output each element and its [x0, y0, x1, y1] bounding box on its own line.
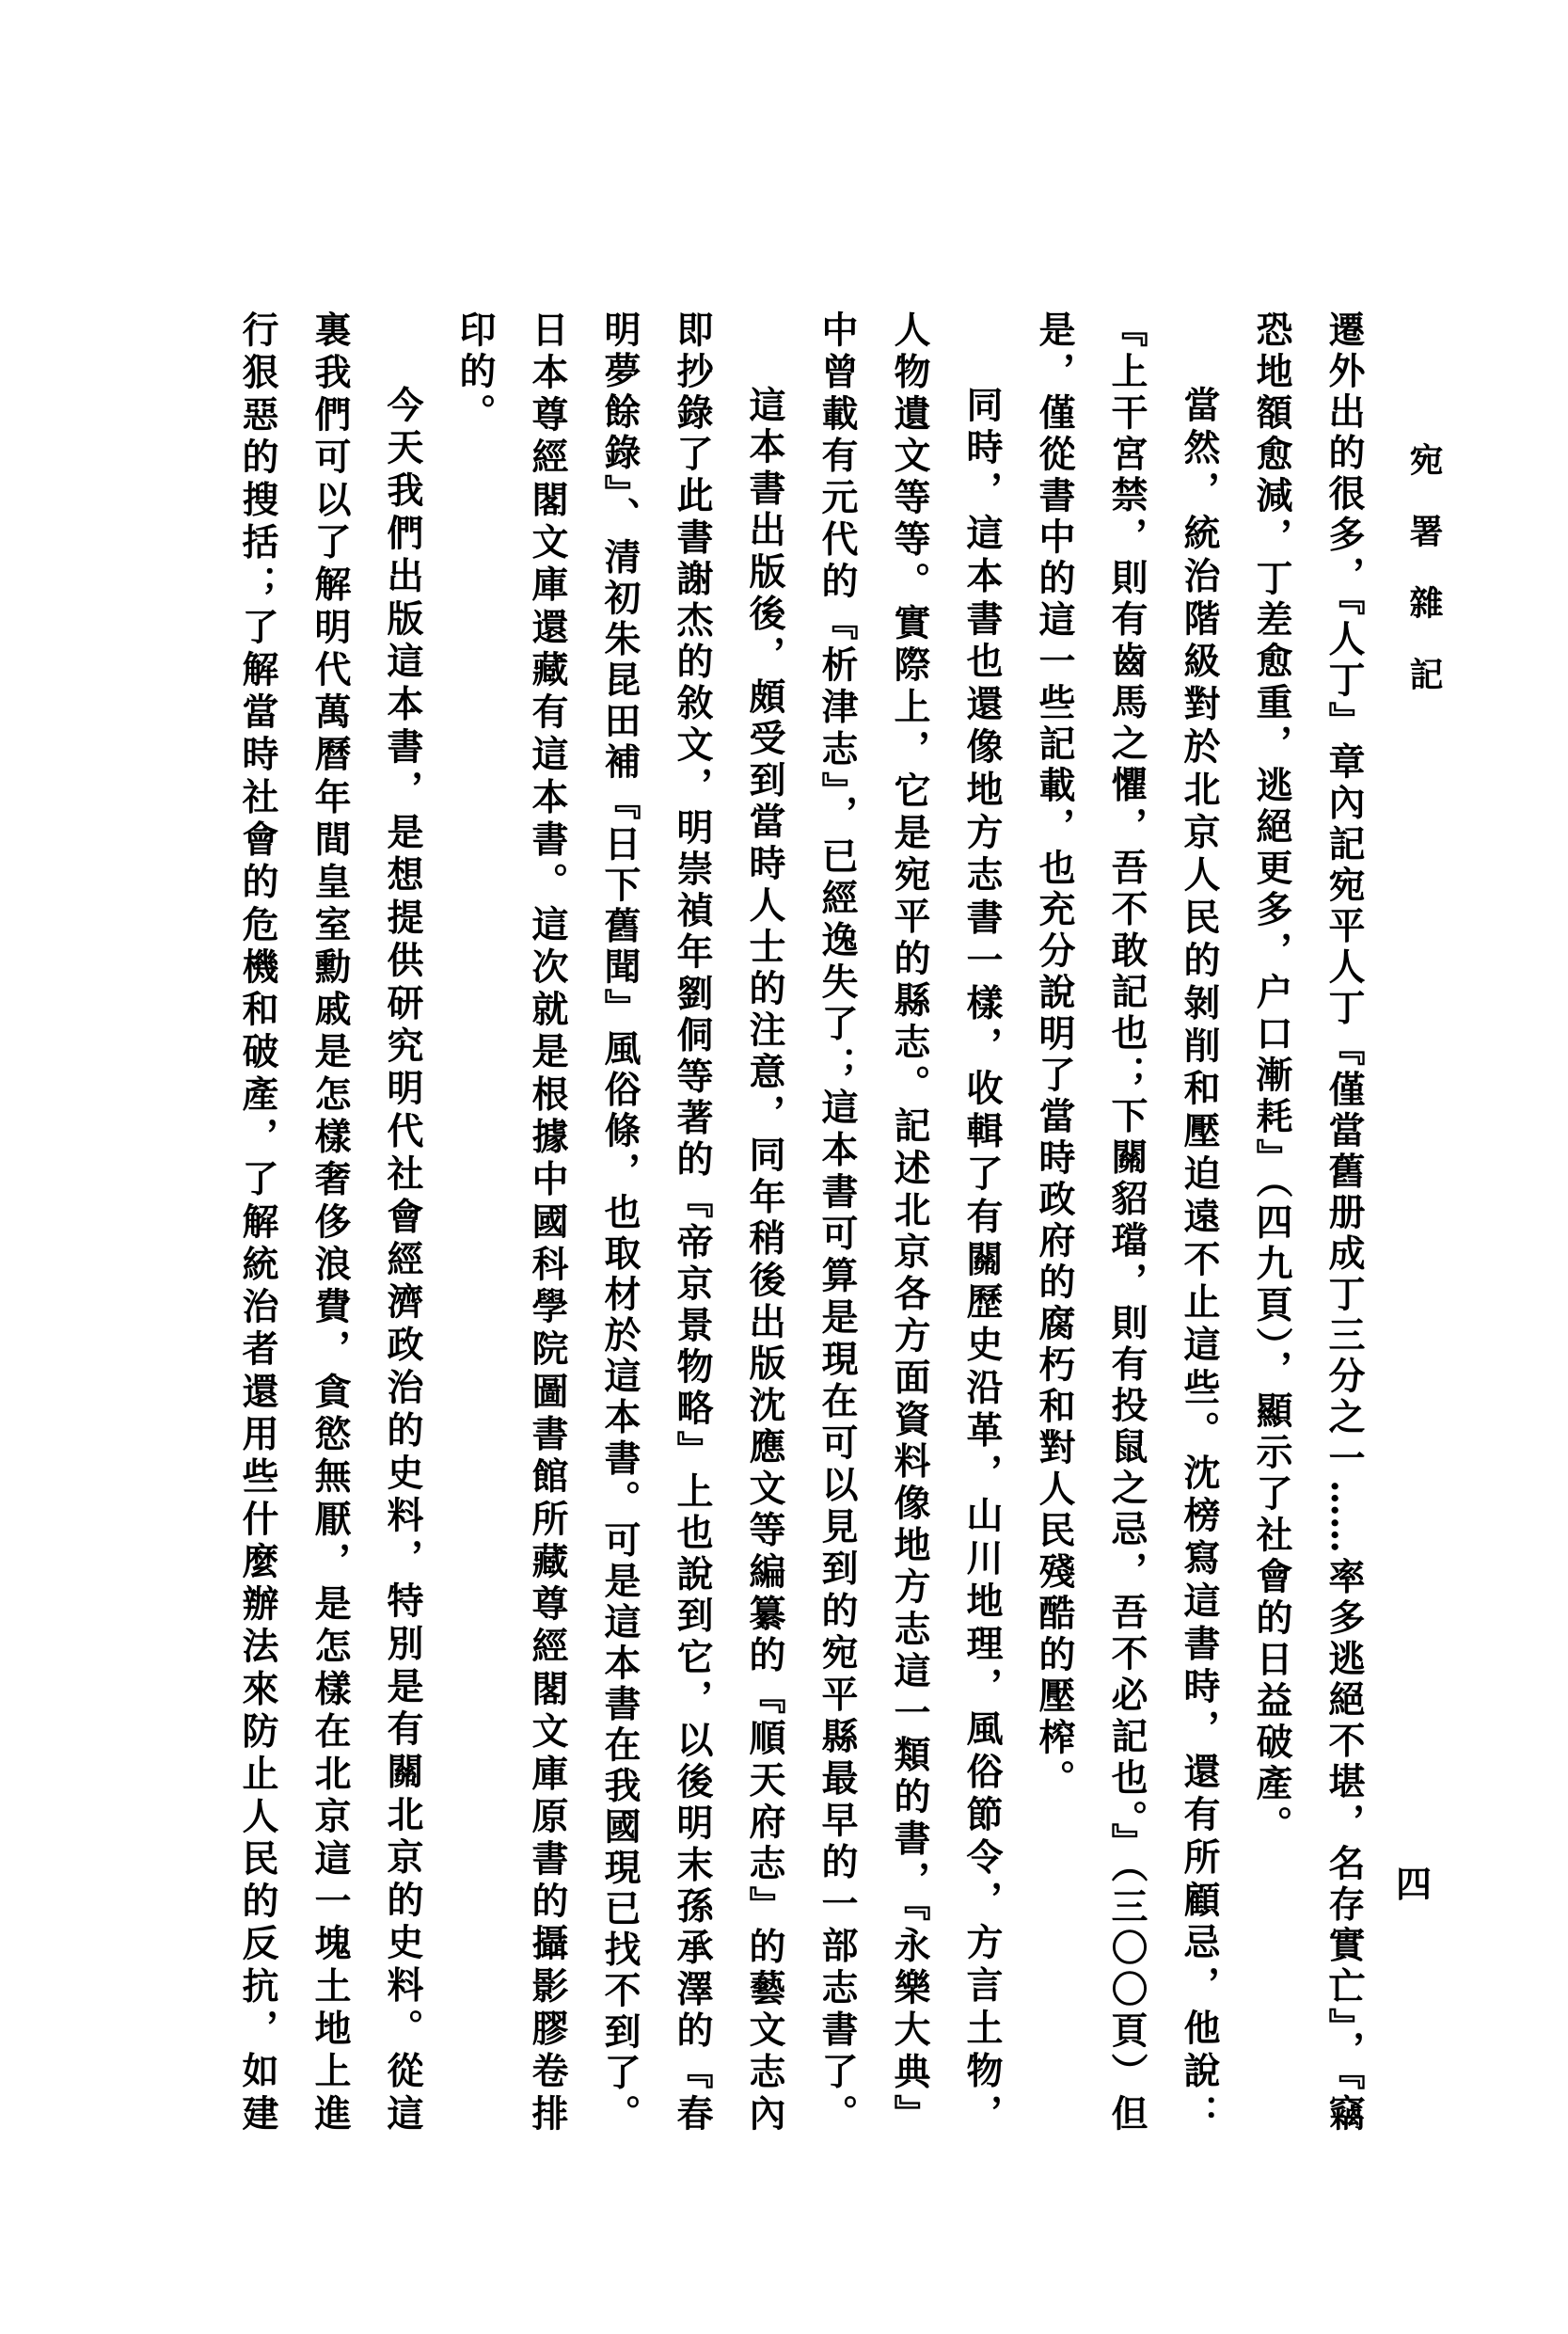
- text-column: 遷外出的很多，『人丁』章內記宛平人丁『僅當舊册成丁三分之一……率多逃絕不堪，名存實亡』，『竊: [1323, 310, 1366, 2131]
- text-column: 當然，統治階級對於北京人民的剝削和壓迫遠不止這些。沈榜寫這書時，還有所顧忌，他說：: [1178, 386, 1221, 2131]
- text-column: 即抄錄了此書謝杰的敘文，明崇禎年劉侗等著的『帝京景物略』上也說到它，以後明末孫承澤的『春: [671, 310, 714, 2131]
- text-column: 裏我們可以了解明代萬曆年間皇室勳戚是怎樣奢侈浪費，貪慾無厭，是怎樣在北京這一塊土地上進: [309, 310, 352, 2131]
- text-column: 人物遺文等等。實際上，它是宛平的縣志。記述北京各方面資料像地方志這一類的書，『永樂大典』: [888, 310, 931, 2131]
- text-column: 同時，這本書也還像地方志書一樣，收輯了有關歷史沿革，山川地理，風俗節令，方言土物，: [960, 386, 1004, 2131]
- text-column: 日本尊經閣文庫還藏有這本書。這次就是根據中國科學院圖書館所藏尊經閣文庫原書的攝影膠卷排: [526, 310, 569, 2131]
- text-column: 『上干宮禁，則有齒馬之懼，吾不敢記也；下關貂璫，則有投鼠之忌，吾不必記也。』（三〇〇頁）但: [1105, 310, 1148, 2131]
- text-column: 恐地額愈減，丁差愈重，逃絕更多，户口漸耗』（四九頁），顯示了社會的日益破產。: [1250, 310, 1293, 1847]
- text-column: 明夢餘錄』、清初朱昆田補『日下舊聞』風俗條，也取材於這本書。可是這本書在我國現已找不到了。: [598, 310, 641, 2131]
- text-column: 印的。: [453, 310, 497, 435]
- text-column: 今天我們出版這本書，是想提供研究明代社會經濟政治的史料，特別是有關北京的史料。從這: [381, 386, 424, 2131]
- page-number: 四: [1396, 1863, 1433, 1905]
- text-column: 行狠惡的搜括；了解當時社會的危機和破產，了解統治者還用些什麼辦法來防止人民的反抗，如建: [236, 310, 279, 2131]
- text-column: 中曾載有元代的『析津志』，已經逸失了；這本書可算是現在可以見到的宛平縣最早的一部志書了。: [816, 310, 859, 2131]
- running-header-title: 宛署雜記: [1404, 442, 1444, 728]
- text-column: 是，僅從書中的這一些記載，也充分說明了當時政府的腐朽和對人民殘酷的壓榨。: [1033, 310, 1076, 1801]
- text-column: 這本書出版後，頗受到當時人士的注意，同年稍後出版沈應文等編纂的『順天府志』的藝文志內: [743, 386, 786, 2131]
